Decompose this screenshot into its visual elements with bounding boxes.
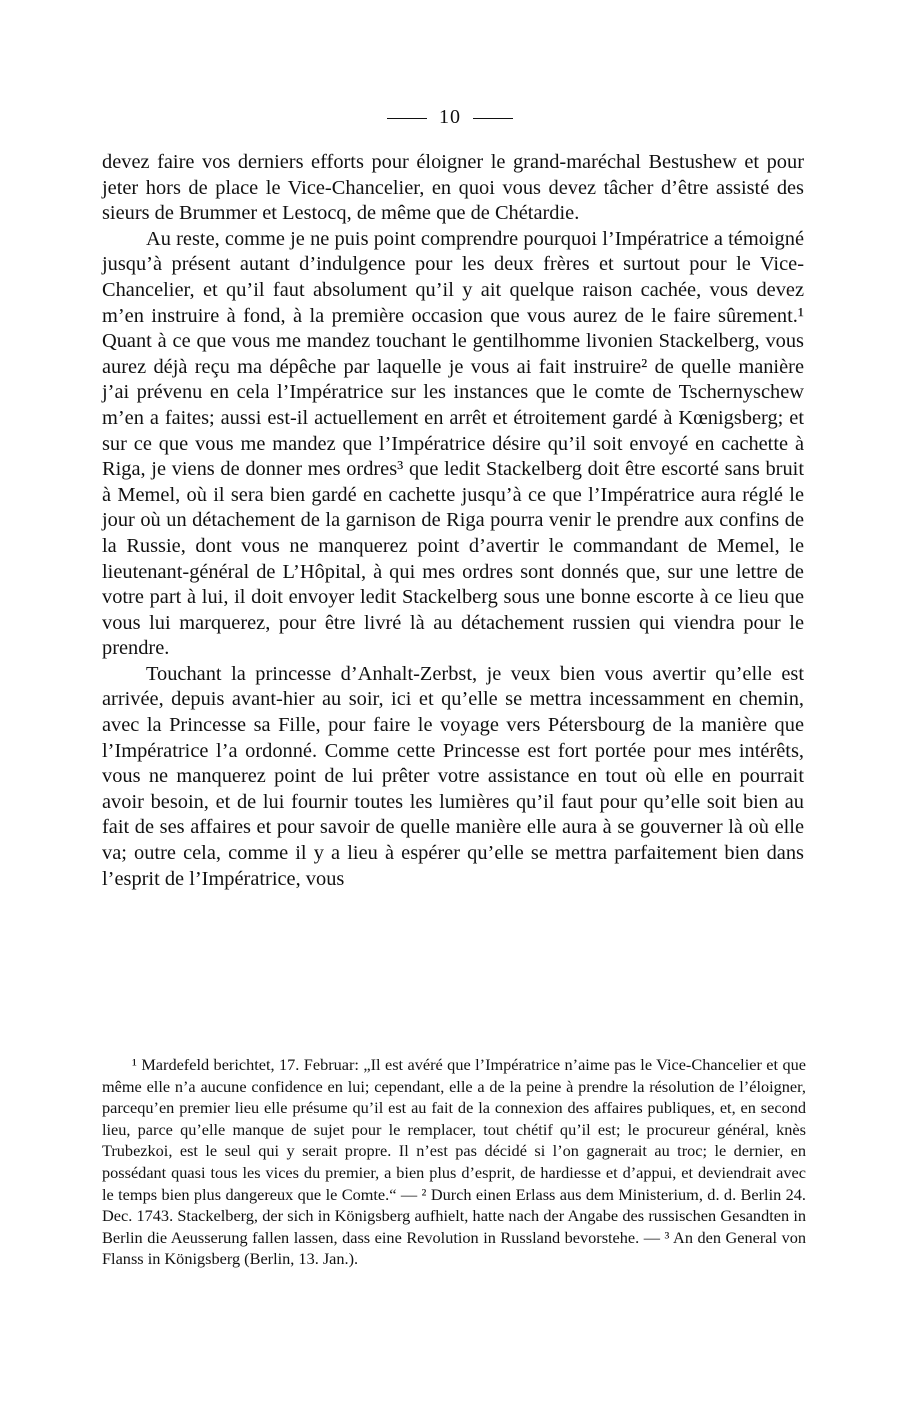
paragraph-stackelberg: Au reste, comme je ne puis point comprendre pourquoi l’Impératrice a témoigné jusqu’à présent autant d’indulgence pour les deux frères et surtout pour le Vice-Chancelier, et qu’il faut absolument qu’il y ait quelque raison cachée, vous devez m’en instruire à fond, à la première occasion que vous aurez de le faire sûrement.¹ Quant à ce que vous me mandez touchant le gentilhomme livonien Stackelberg, vous aurez déjà reçu ma dépêche par laquelle je vous ai fait instruire² de quelle manière j’ai prévenu en cela l’Impératrice sur les instances que le comte de Tschernyschew m’en a faites; aussi est-il actuellement en arrêt et étroitement gardé à Kœnigsberg; et sur ce que vous me mandez que l’Impératrice désire qu’il soit envoyé en cachette à Riga, je viens de donner mes ordres³ que ledit Stackelberg doit être escorté sans bruit à Memel, où il sera bien gardé en cachette jusqu’à ce que l’Impératrice aura réglé le jour où un détachement de la garnison de Riga pourra venir le prendre aux confins de la Russie, dont vous ne manquerez point d’avertir le commandant de Memel, le lieutenant-général de L’Hôpital, à qui mes ordres sont donnés que, sur une lettre de votre part à lui, il doit envoyer ledit Stackelberg sous une bonne escorte à ce lieu que vous lui marquerez, pour être livré là au détachement russien qui viendra pour le prendre. — [102, 227, 804, 660]
main-text — [102, 150, 804, 892]
footnote-text: ¹ Mardefeld berichtet, 17. Februar: „Il est avéré que l’Impératrice n’aime pas le Vice-Chancelier et que même elle n’a aucune confidence en lui; cependant, elle a de la peine à prendre la résolution de l’éloigner, parcequ’en premier lieu elle présume qu’il est au fait de la connexion des affaires publiques, et, en second lieu, parce qu’elle manque de sujet pour le remplacer, tout chétif qu’il est; le procureur général, knès Trubezkoi, est le seul qui y serait propre. Il n’est pas décidé si l’on gagnerait au troc; le dernier, en possédant quasi tous les vices du premier, a bien plus d’esprit, de hardiesse et d’appui, et deviendrait avec le temps bien plus dangereux que le Comte.“ — ² Durch einen Erlass aus dem Ministerium, d. d. Berlin 24. Dec. 1743. Stackelberg, der sich in Königsberg aufhielt, hatte nach der Angabe des russischen Gesandten in Berlin die Aeusserung fallen lassen, dass eine Revolution in Russland bevorstehe. — ³ An den General von Flanss in Königsberg (Berlin, 13. Jan.). — [102, 1055, 806, 1269]
page-number: 10 — [439, 106, 461, 128]
footnotes — [102, 1054, 806, 1270]
paragraph-anhalt-zerbst: Touchant la princesse d’Anhalt-Zerbst, je veux bien vous avertir qu’elle est arrivée, depuis avant-hier au soir, ici et qu’elle se mettra incessamment en chemin, avec la Princesse sa Fille, pour faire le voyage vers Pétersbourg de la manière que l’Impératrice l’a ordonné. Comme cette Princesse est fort portée pour mes intérêts, vous ne manquerez point de lui prêter votre assistance en tout où elle en pourrait avoir besoin, et de lui fournir toutes les lumières qu’il faut pour qu’elle soit bien au fait de ses affaires et pour savoir de quelle manière elle aura à se gouverner là où elle va; outre cela, comme il y a lieu à espérer qu’elle se mettra parfaitement bien dans l’esprit de l’Impératrice, vous — [102, 662, 804, 890]
page-header — [0, 106, 900, 129]
paragraph-continuation: devez faire vos derniers efforts pour éloigner le grand-maréchal Bestushew et pour jeter hors de place le Vice-Chancelier, en quoi vous devez tâcher d’être assisté des sieurs de Brummer et Lestocq, de même que de Chétardie. — [102, 151, 804, 225]
header-rule-right — [473, 118, 513, 119]
header-rule-left — [387, 118, 427, 119]
